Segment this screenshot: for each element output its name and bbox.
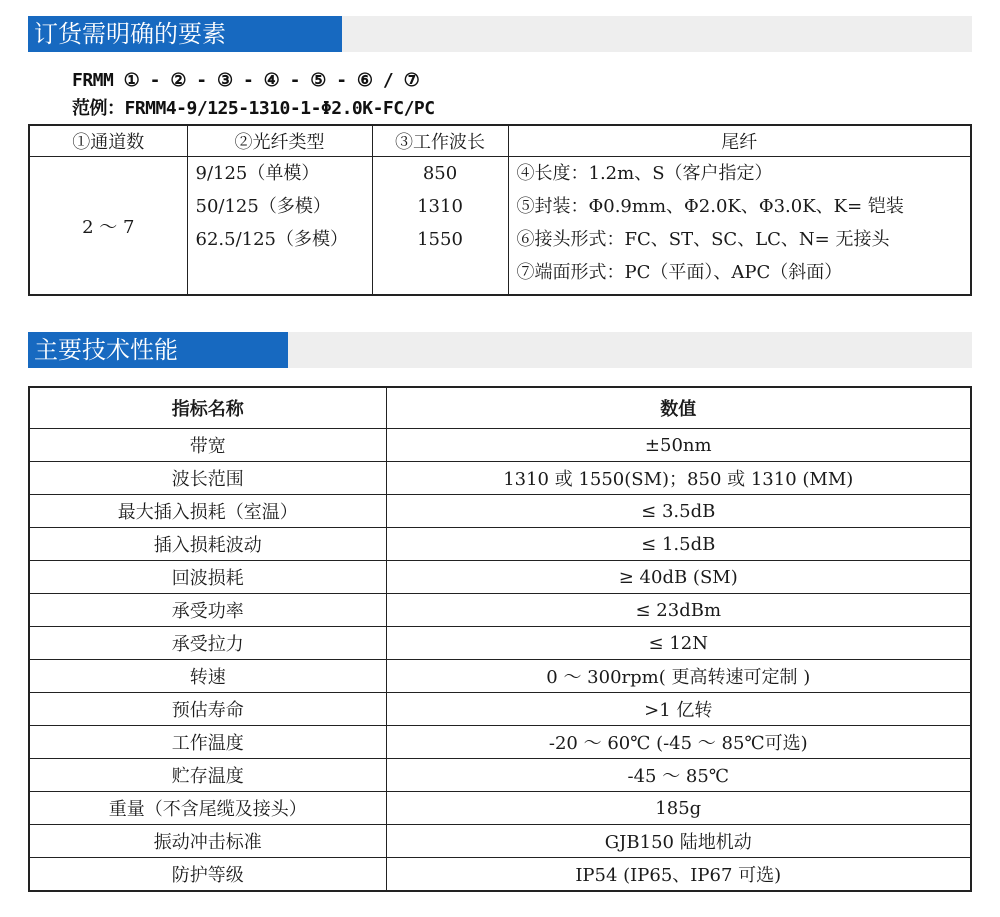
indicator-value: 185g (386, 792, 971, 825)
table-row (29, 462, 971, 495)
indicator-value: 1310 或 1550(SM)；850 或 1310 (MM) (386, 462, 971, 495)
indicator-value: IP54 (IP65、IP67 可选) (386, 858, 971, 892)
pigtail-connector: ⑥接头形式：FC、ST、SC、LC、N= 无接头 (516, 229, 890, 250)
section-title: 主要技术性能 (28, 332, 288, 368)
table-row (29, 594, 971, 627)
table-row (29, 858, 971, 892)
header-channels: ①通道数 (29, 125, 187, 157)
table-row (29, 726, 971, 759)
table-row (29, 759, 971, 792)
header-pigtail: 尾纤 (508, 125, 971, 157)
indicator-name: 贮存温度 (29, 759, 386, 792)
table-row (29, 157, 971, 296)
indicator-value: GJB150 陆地机动 (386, 825, 971, 858)
table-row (29, 627, 971, 660)
indicator-value: 0 ～ 300rpm( 更高转速可定制 ) (386, 660, 971, 693)
table-row (29, 825, 971, 858)
indicator-name: 回波损耗 (29, 561, 386, 594)
section-header-ordering (28, 16, 972, 52)
model-code-example: 范例：FRMM4-9/125-1310-1-Φ2.0K-FC/PC (72, 98, 435, 119)
wavelength-item: 850 (422, 163, 458, 184)
indicator-value: >1 亿转 (386, 693, 971, 726)
fiber-type-item: 50/125（多模） (195, 196, 331, 217)
fiber-type-item: 9/125（单模） (195, 163, 320, 184)
indicator-name: 波长范围 (29, 462, 386, 495)
section-header-performance (28, 332, 972, 368)
table-row (29, 660, 971, 693)
fiber-type-item: 62.5/125（多模） (195, 229, 348, 250)
indicator-value: ≤ 1.5dB (386, 528, 971, 561)
indicator-value: -20 ～ 60℃ (-45 ～ 85℃可选) (386, 726, 971, 759)
table-row (29, 561, 971, 594)
indicator-name: 承受拉力 (29, 627, 386, 660)
pigtail-cell (508, 157, 971, 296)
fiber-types-cell (187, 157, 372, 296)
pigtail-length: ④长度：1.2m、S（客户指定） (516, 163, 773, 184)
indicator-name: 预估寿命 (29, 693, 386, 726)
table-header-row (29, 125, 971, 157)
table-row (29, 693, 971, 726)
pigtail-endface: ⑦端面形式：PC（平面）、APC（斜面） (516, 262, 843, 283)
model-code-format: FRMM ① - ② - ③ - ④ - ⑤ - ⑥ / ⑦ (72, 70, 420, 91)
table-row (29, 792, 971, 825)
table-row (29, 429, 971, 462)
wavelength-item: 1310 (417, 196, 463, 217)
header-fiber-type: ②光纤类型 (187, 125, 372, 157)
table-header-row (29, 387, 971, 429)
wavelength-item: 1550 (417, 229, 463, 250)
section-title: 订货需明确的要素 (28, 16, 342, 52)
indicator-name: 插入损耗波动 (29, 528, 386, 561)
indicator-value: ≥ 40dB (SM) (386, 561, 971, 594)
indicator-name: 带宽 (29, 429, 386, 462)
indicator-name: 重量（不含尾缆及接头） (29, 792, 386, 825)
indicator-name: 振动冲击标准 (29, 825, 386, 858)
indicator-value: ±50nm (386, 429, 971, 462)
performance-table (28, 386, 972, 892)
indicator-value: ≤ 12N (386, 627, 971, 660)
indicator-name: 工作温度 (29, 726, 386, 759)
table-row (29, 495, 971, 528)
header-indicator: 指标名称 (29, 387, 386, 429)
indicator-value: -45 ～ 85℃ (386, 759, 971, 792)
indicator-name: 转速 (29, 660, 386, 693)
wavelengths-cell (372, 157, 508, 296)
channels-value: 2 ～ 7 (29, 157, 187, 296)
indicator-value: ≤ 23dBm (386, 594, 971, 627)
table-row (29, 528, 971, 561)
pigtail-package: ⑤封装：Φ0.9mm、Φ2.0K、Φ3.0K、K= 铠装 (516, 196, 904, 217)
ordering-table (28, 124, 972, 296)
indicator-name: 最大插入损耗（室温） (29, 495, 386, 528)
indicator-name: 承受功率 (29, 594, 386, 627)
header-value: 数值 (386, 387, 971, 429)
indicator-value: ≤ 3.5dB (386, 495, 971, 528)
indicator-name: 防护等级 (29, 858, 386, 892)
header-wavelength: ③工作波长 (372, 125, 508, 157)
